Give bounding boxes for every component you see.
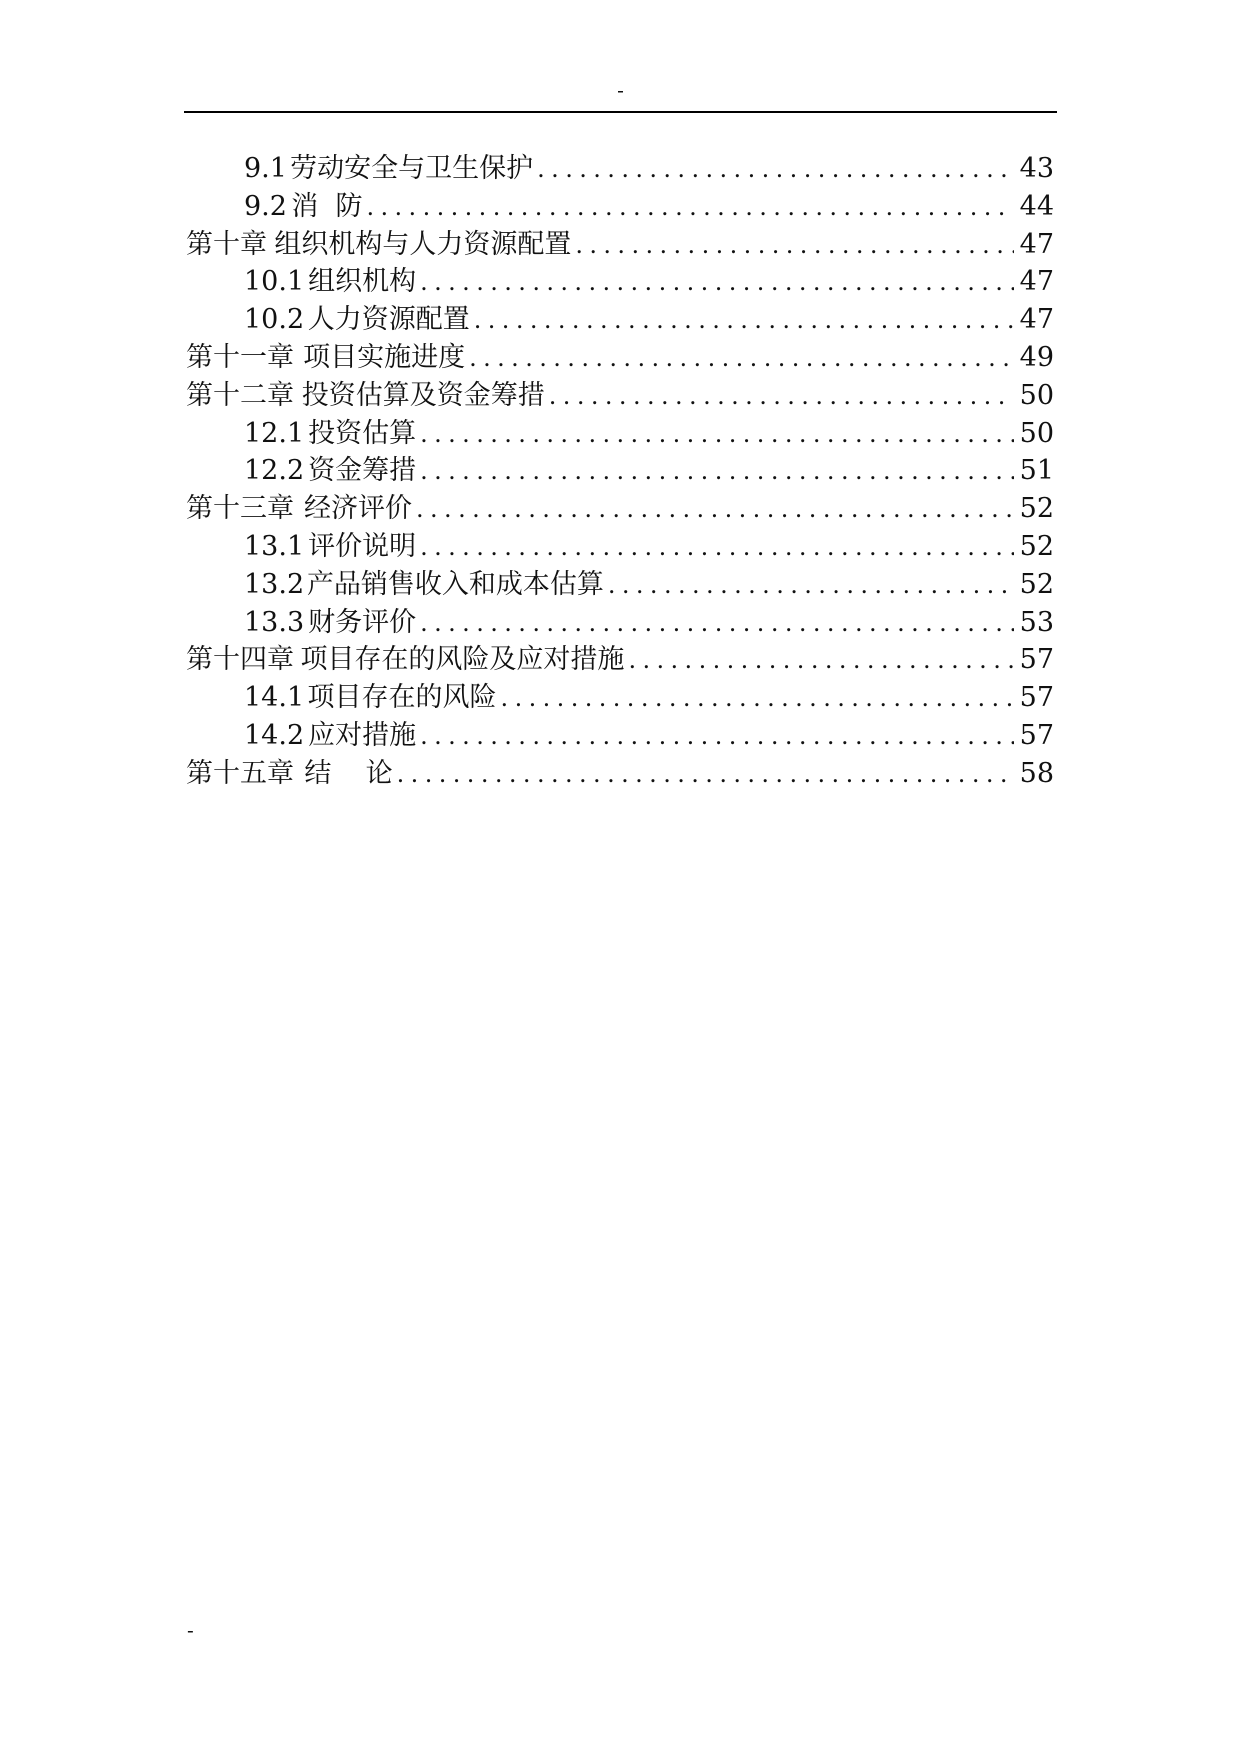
toc-section-entry[interactable]: [186, 717, 1054, 755]
toc-entry-title: 项目存在的风险: [307, 682, 497, 714]
toc-entry-number: 第十二章: [186, 379, 294, 411]
toc-entry-title: 组织机构: [308, 266, 417, 298]
toc-entry-title: 结 论: [304, 757, 393, 789]
toc-dot-leader: [420, 718, 1014, 756]
toc-entry-number: 13.1: [244, 530, 305, 562]
toc-page-number: 57: [1019, 719, 1054, 751]
toc-entry-title: 消 防: [291, 190, 363, 222]
toc-dot-leader: [416, 491, 1014, 529]
toc-entry-number: 13.3: [244, 606, 305, 638]
toc-page-number: 52: [1019, 493, 1054, 525]
toc-entry-number: 10.2: [244, 304, 305, 336]
toc-entry-title: 财务评价: [308, 606, 417, 638]
toc-chapter-entry[interactable]: [186, 641, 1054, 679]
toc-page-number: 47: [1019, 266, 1054, 298]
toc-section-entry[interactable]: [186, 301, 1054, 339]
toc-page-number: 49: [1019, 341, 1054, 373]
toc-dot-leader: [366, 189, 1013, 227]
toc-entry-number: 12.2: [244, 455, 305, 487]
toc-page-number: 52: [1019, 568, 1054, 600]
toc-section-entry[interactable]: [186, 528, 1054, 566]
page-footer-mark: -: [187, 1618, 194, 1642]
toc-dot-leader: [420, 605, 1014, 643]
page-header-mark: -: [617, 78, 624, 102]
toc-dot-leader: [474, 302, 1014, 340]
toc-page-number: 57: [1019, 644, 1054, 676]
toc-page-number: 44: [1019, 190, 1054, 222]
toc-entry-title: 劳动安全与卫生保护: [290, 153, 534, 184]
toc-dot-leader: [575, 227, 1013, 265]
toc-section-entry[interactable]: [186, 679, 1054, 717]
toc-dot-leader: [420, 453, 1014, 491]
toc-page-number: 50: [1019, 417, 1054, 449]
toc-page-number: 57: [1019, 682, 1054, 714]
toc-page-number: 51: [1019, 455, 1054, 487]
toc-entry-number: 9.1: [244, 153, 287, 184]
toc-section-entry[interactable]: [186, 566, 1054, 604]
toc-entry-title: 应对措施: [308, 719, 417, 751]
toc-entry-title: 经济评价: [303, 493, 412, 525]
toc-dot-leader: [537, 151, 1014, 189]
toc-chapter-entry[interactable]: [186, 755, 1054, 793]
toc-entry-title: 资金筹措: [308, 455, 417, 487]
toc-page-number: 52: [1019, 530, 1054, 562]
toc-entry-number: 12.1: [244, 417, 305, 449]
toc-chapter-entry[interactable]: [186, 490, 1054, 528]
toc-entry-number: 第十四章: [186, 644, 294, 676]
toc-entry-title: 项目实施进度: [303, 341, 466, 373]
toc-chapter-entry[interactable]: [186, 377, 1054, 415]
toc-entry-number: 第十三章: [186, 493, 294, 525]
toc-page-number: 58: [1019, 757, 1054, 789]
toc-dot-leader: [420, 416, 1014, 454]
header-rule: [184, 111, 1057, 113]
toc-entry-number: 13.2: [244, 568, 305, 600]
toc-section-entry[interactable]: [186, 263, 1054, 301]
toc-page-number: 43: [1019, 153, 1054, 184]
table-of-contents: [186, 150, 1054, 793]
toc-dot-leader: [608, 567, 1014, 605]
toc-page-number: 50: [1019, 379, 1054, 411]
toc-entry-number: 14.1: [244, 682, 305, 714]
toc-dot-leader: [549, 378, 1014, 416]
toc-dot-leader: [420, 529, 1014, 567]
toc-section-entry[interactable]: [186, 188, 1054, 226]
toc-entry-title: 评价说明: [308, 530, 417, 562]
toc-dot-leader: [420, 264, 1014, 302]
toc-chapter-entry[interactable]: [186, 339, 1054, 377]
toc-entry-number: 9.2: [244, 190, 287, 222]
toc-dot-leader: [469, 340, 1014, 378]
toc-section-entry[interactable]: [186, 150, 1054, 188]
toc-page-number: 53: [1019, 606, 1054, 638]
toc-dot-leader: [628, 642, 1013, 680]
toc-page-number: 47: [1019, 228, 1054, 260]
toc-entry-title: 投资估算: [308, 417, 417, 449]
toc-chapter-entry[interactable]: [186, 226, 1054, 264]
toc-entry-title: 人力资源配置: [307, 304, 470, 336]
toc-entry-title: 项目存在的风险及应对措施: [300, 644, 625, 676]
toc-dot-leader: [501, 680, 1014, 718]
toc-entry-number: 14.2: [244, 719, 305, 751]
toc-page-number: 47: [1019, 304, 1054, 336]
toc-section-entry[interactable]: [186, 604, 1054, 642]
toc-dot-leader: [397, 756, 1014, 794]
toc-entry-number: 第十五章: [186, 757, 294, 789]
toc-entry-number: 10.1: [244, 266, 305, 298]
toc-entry-number: 第十章: [186, 228, 267, 260]
toc-section-entry[interactable]: [186, 452, 1054, 490]
toc-entry-number: 第十一章: [186, 341, 294, 373]
toc-entry-title: 产品销售收入和成本估算: [306, 568, 604, 600]
toc-entry-title: 投资估算及资金筹措: [301, 379, 545, 411]
toc-entry-title: 组织机构与人力资源配置: [274, 228, 572, 260]
toc-section-entry[interactable]: [186, 415, 1054, 453]
